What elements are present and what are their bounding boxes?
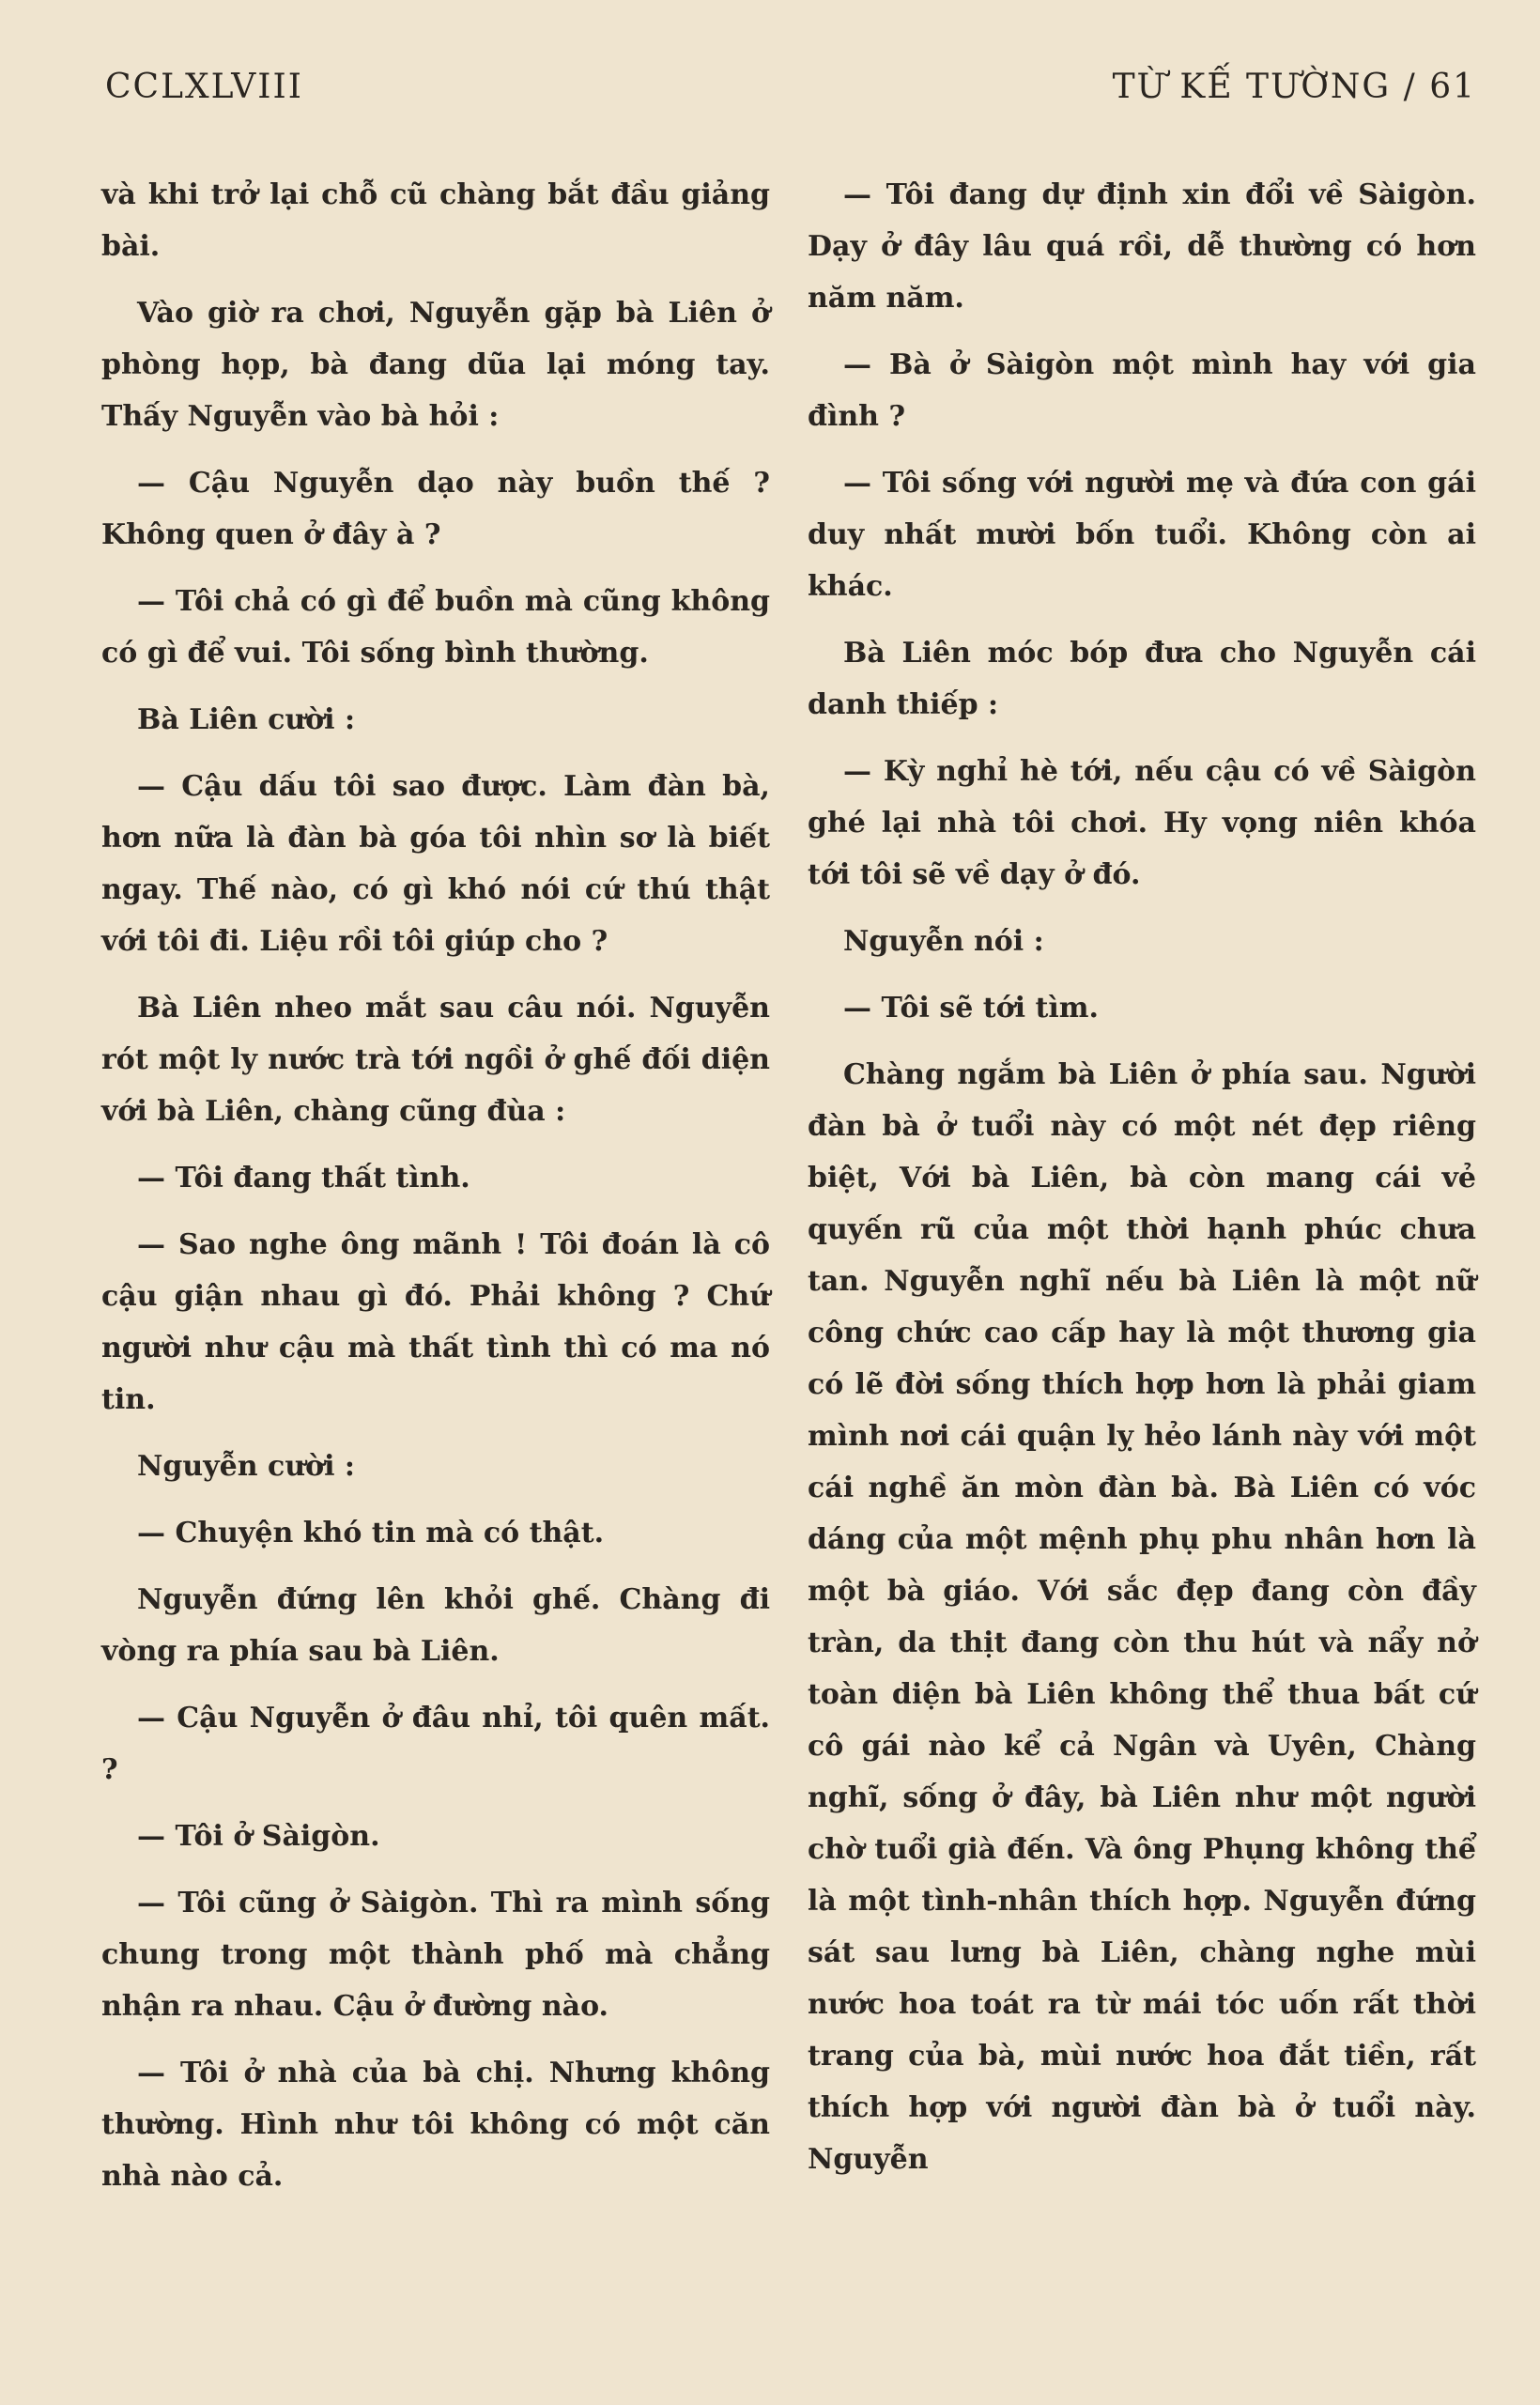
paragraph: — Cậu dấu tôi sao được. Làm đàn bà, hơn nữa là đàn bà góa tôi nhìn sơ là biết ngay. Thế nào, có gì khó nói cứ thú thật với tôi đi. Liệu rồi tôi giúp cho ? xyxy=(101,770,770,958)
right-column xyxy=(808,169,1476,2200)
paragraph: — Tôi đang dự định xin đổi về Sàigòn. Dạy ở đây lâu quá rồi, dễ thường có hơn năm năm. xyxy=(808,178,1476,315)
header-left: CCLXLVIII xyxy=(105,68,303,106)
paragraph: — Tôi ở Sàigòn. xyxy=(137,1820,380,1853)
paragraph: Vào giờ ra chơi, Nguyễn gặp bà Liên ở phòng họp, bà đang dũa lại móng tay. Thấy Nguyễn vào bà hỏi : xyxy=(101,297,770,433)
paragraph: Nguyễn cười : xyxy=(137,1450,355,1483)
paragraph: Chàng ngắm bà Liên ở phía sau. Người đàn bà ở tuổi này có một nét đẹp riêng biệt, Với bà Liên, bà còn mang cái vẻ quyến rũ của một thời hạnh phúc chưa tan. Nguyễn nghĩ nếu bà Liên là một nữ công chức cao cấp hay là một thương gia có lẽ đời sống thích hợp hơn là phải giam mình nơi cái quận lỵ hẻo lánh này với một cái nghề ăn mòn đàn bà. Bà Liên có vóc dáng của một mệnh phụ phu nhân hơn là một bà giáo. Với sắc đẹp đang còn đầy tràn, da thịt đang còn thu hút và nẩy nở toàn diện bà Liên không thể thua bất cứ cô gái nào kể cả Ngân và Uyên, Chàng nghĩ, sống ở đây, bà Liên như một người chờ tuổi già đến. Và ông Phụng không thể là một tình-nhân thích hợp. Nguyễn đứng sát sau lưng bà Liên, chàng nghe mùi nước hoa toát ra từ mái tóc uốn rất thời trang của bà, mùi nước hoa đắt tiền, rất thích hợp với người đàn bà ở tuổi này. Nguyễn xyxy=(808,1058,1476,2176)
paragraph: — Cậu Nguyễn dạo này buồn thế ? Không quen ở đây à ? xyxy=(101,467,770,551)
paragraph: Bà Liên móc bóp đưa cho Nguyễn cái danh thiếp : xyxy=(808,637,1476,721)
paragraph: — Tôi sống với người mẹ và đứa con gái duy nhất mười bốn tuổi. Không còn ai khác. xyxy=(808,467,1476,603)
paragraph: — Tôi ở nhà của bà chị. Nhưng không thường. Hình như tôi không có một căn nhà nào cả. xyxy=(101,2057,770,2193)
paragraph: Bà Liên cười : xyxy=(137,703,356,736)
paragraph: — Tôi chả có gì để buồn mà cũng không có gì để vui. Tôi sống bình thường. xyxy=(101,585,770,670)
paragraph: — Bà ở Sàigòn một mình hay với gia đình ? xyxy=(808,348,1476,433)
paragraph: và khi trở lại chỗ cũ chàng bắt đầu giảng bài. xyxy=(101,178,770,263)
paragraph: — Chuyện khó tin mà có thật. xyxy=(137,1517,605,1549)
paragraph: — Tôi đang thất tình. xyxy=(137,1162,470,1195)
paragraph: — Sao nghe ông mãnh ! Tôi đoán là cô cậu giận nhau gì đó. Phải không ? Chứ người như cậu mà thất tình thì có ma nó tin. xyxy=(101,1228,770,1416)
header-right: TỪ KẾ TƯỜNG / 61 xyxy=(1112,68,1476,106)
paragraph: — Kỳ nghỉ hè tới, nếu cậu có về Sàigòn ghé lại nhà tôi chơi. Hy vọng niên khóa tới tôi sẽ về dạy ở đó. xyxy=(808,755,1476,891)
page-header xyxy=(105,58,1476,115)
paragraph: — Cậu Nguyễn ở đâu nhỉ, tôi quên mất. ? xyxy=(101,1702,770,1786)
paragraph: — Tôi sẽ tới tìm. xyxy=(843,992,1099,1025)
left-column xyxy=(101,169,770,2217)
paragraph: — Tôi cũng ở Sàigòn. Thì ra mình sống chung trong một thành phố mà chẳng nhận ra nhau. Cậu ở đường nào. xyxy=(101,1887,770,2023)
paragraph: Bà Liên nheo mắt sau câu nói. Nguyễn rót một ly nước trà tới ngồi ở ghế đối diện với bà Liên, chàng cũng đùa : xyxy=(101,992,770,1128)
paragraph: Nguyễn nói : xyxy=(843,925,1044,958)
paragraph: Nguyễn đứng lên khỏi ghế. Chàng đi vòng ra phía sau bà Liên. xyxy=(101,1583,770,1668)
